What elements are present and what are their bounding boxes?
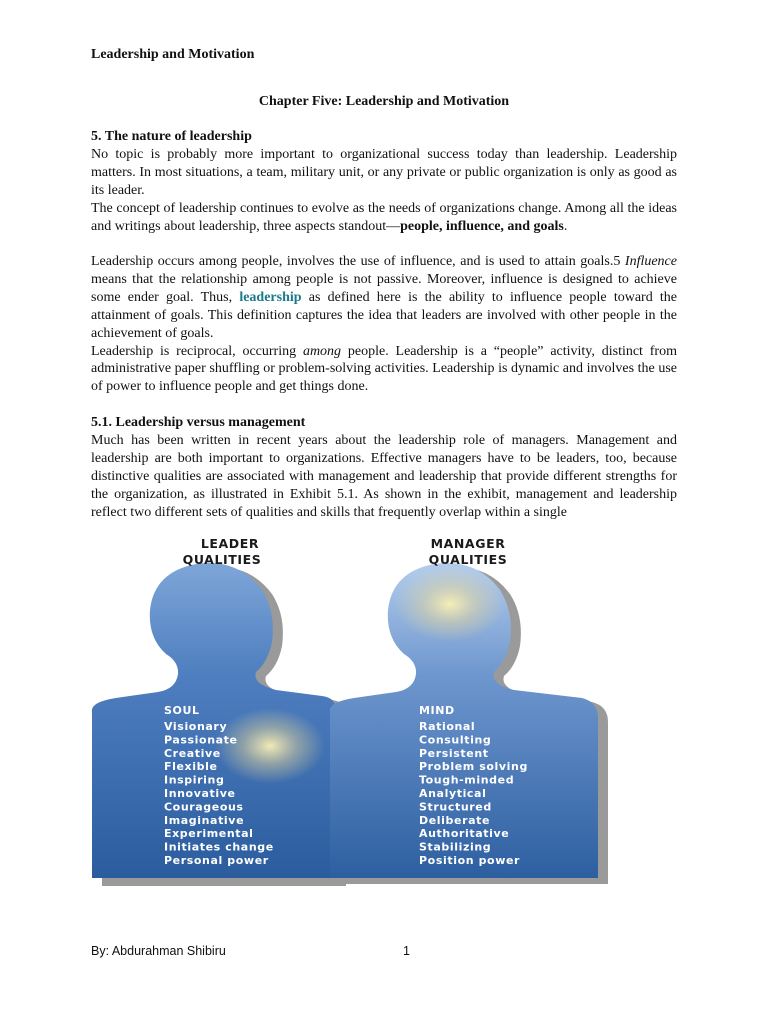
section-5-block (91, 128, 677, 235)
manager-quality-item: Rational (419, 720, 476, 733)
manager-head-glow (395, 566, 505, 642)
chapter-title: Chapter Five: Leadership and Motivation (258, 94, 510, 109)
manager-quality-item: Deliberate (419, 813, 491, 827)
key-aspects: people, influence, and goals (400, 218, 564, 234)
section-5-heading: 5. The nature of leadership (91, 129, 252, 144)
paragraph-text: Leadership occurs among people, involves the use of influence, and is used to attain goals.5 (91, 254, 625, 269)
section-5-1-heading: 5.1. Leadership versus management (91, 415, 306, 430)
section-5-paragraph-4 (91, 343, 677, 397)
manager-title-line-1: MANAGER (430, 536, 506, 551)
leader-quality-item: Flexible (164, 760, 218, 774)
manager-quality-item: Analytical (419, 787, 487, 800)
section-5-1-block (91, 414, 677, 521)
paragraph-text: . (563, 218, 568, 234)
leadership-term: leadership (239, 289, 302, 305)
exhibit-illustration (90, 534, 610, 886)
leader-title-line-1: LEADER (200, 536, 260, 551)
footer-page-number: 1 (403, 944, 410, 958)
manager-quality-item: Position power (419, 854, 521, 867)
paragraph-text: Leadership is reciprocal, occurring (91, 343, 303, 359)
section-5-1-paragraph-1: Much has been written in recent years about the leadership role of managers. Management and leadership are both important to organizations. Effective managers have to be leaders, too, because distinctive qualities are associated with management and leadership that provide different strengths for the organization, as illustrated in Exhibit 5.1. As shown in the exhibit, management and leadership reflect two different sets of qualities and skills that frequently overlap within a single (91, 432, 677, 520)
leader-quality-item: Personal power (164, 854, 269, 867)
running-header: Leadership and Motivation (91, 47, 255, 62)
leader-quality-item: Imaginative (164, 813, 245, 827)
leader-quality-item: Visionary (164, 720, 228, 733)
leader-quality-item: Initiates change (164, 840, 274, 854)
footer-author: By: Abdurahman Shibiru (91, 944, 226, 958)
manager-quality-item: Persistent (419, 746, 489, 760)
section-5-paragraph-3 (91, 253, 677, 343)
section-5-block-2 (91, 253, 677, 396)
paragraph-text: as defined here is the ability to influence people toward the attainment of goals. This definition captures the idea that leaders are involved with other people in the achievement of goals. (91, 289, 677, 341)
leader-category-label: SOUL (164, 704, 200, 717)
italic-term: Influence (624, 254, 677, 269)
manager-quality-item: Stabilizing (419, 840, 492, 854)
paragraph-text: people. Leadership is a “people” activity, distinct from administrative paper shuffling or problem-solving activities. Leadership is dynamic and involves the use of power to influence people and get things done. (91, 343, 677, 395)
manager-quality-item: Problem solving (419, 760, 528, 774)
leader-quality-item: Experimental (164, 827, 254, 841)
italic-term: among (302, 343, 342, 359)
manager-quality-item: Tough-minded (419, 773, 515, 787)
paragraph-text: The concept of leadership continues to evolve as the needs of organizations change. Among all the ideas and writings about leadership, three aspects standout— (91, 200, 677, 234)
section-5-paragraph-1: No topic is probably more important to organizational success today than leadership. Leadership matters. In most situations, a team, military unit, or any private or public organization is only as good as its leader. (91, 146, 677, 198)
paragraph-text: means that the relationship among people is not passive. Moreover, influence is designed to achieve some ender goal. Thus, (91, 271, 677, 305)
manager-quality-item: Authoritative (419, 827, 510, 841)
leader-quality-item: Inspiring (164, 773, 225, 787)
section-5-paragraph-2 (91, 200, 677, 236)
manager-category-label: MIND (419, 704, 455, 717)
leader-quality-item: Creative (164, 746, 221, 760)
leader-quality-item: Courageous (164, 800, 244, 814)
exhibit-5-1-figure (90, 534, 610, 886)
leader-quality-item: Innovative (164, 787, 236, 800)
leader-title-line-2: QUALITIES (182, 552, 262, 567)
leader-quality-item: Passionate (164, 733, 238, 747)
manager-quality-item: Consulting (419, 733, 492, 747)
manager-quality-item: Structured (419, 800, 492, 814)
manager-title-line-2: QUALITIES (428, 552, 508, 567)
